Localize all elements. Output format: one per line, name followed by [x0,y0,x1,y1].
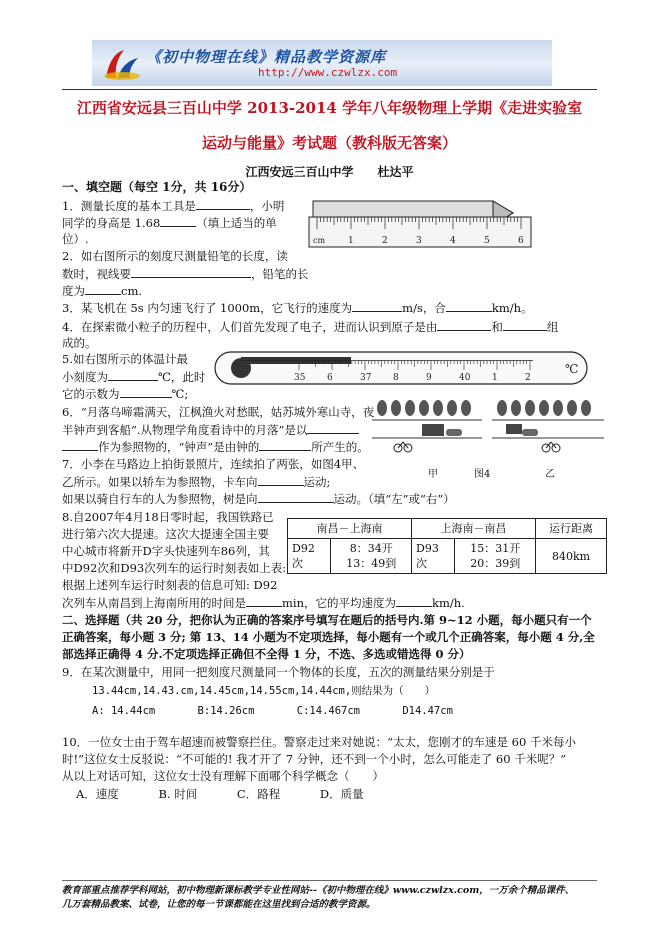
answer-blank[interactable] [396,594,432,607]
question-10-options [76,786,364,802]
ruler-tick-label: 1 [348,236,354,246]
header-divider [62,89,597,90]
option-a[interactable]: A．速度 [76,787,119,801]
doc-title-line2: 运动与能量》考试题（教科版无答案） [201,134,457,152]
question-4-line1: 4．在探索微小粒子的历程中，人们首先发现了电子，进而认识到原子是由 和 组 [62,320,559,334]
footer-divider [62,880,597,881]
truck-icon [506,424,522,434]
question-10-line2: 时!”这位女士反驳说：“不可能的! 我才开了 7 分钟，还不到一个小时，怎么可能走了 60 千米呢？” [62,752,567,766]
answer-blank[interactable] [259,438,311,451]
answer-blank[interactable] [503,318,547,331]
question-10-line1: 10．一位女士由于驾车超速而被警察拦住。警察走过来对她说：“太太，您刚才的车速是 60 千米每小 [62,735,576,749]
thermometer-figure [213,346,605,388]
question-6-line2: 半钟声到客船”.从物理学角度看诗中的月落”是以 [62,421,359,438]
figure-caption-4: 图4 [474,469,491,480]
question-2-line3: 度为 cm. [62,284,143,298]
question-4-line2: 成的。 [62,336,97,350]
option-b[interactable]: B:14.26cm [197,705,255,717]
footer-line1: 教育部重点推荐学科网站，初中物理新课标教学专业性网站--《初中物理在线》www.czwlzx.com，一万余个精品课件、 [62,885,575,896]
car-icon [522,429,538,436]
answer-blank[interactable] [108,368,158,381]
answer-blank[interactable] [258,473,304,486]
footer-text [62,884,622,912]
table-row [288,519,607,539]
question-5-line3: 它的示数为 ℃; [62,387,189,401]
question-2-line2: 数时，视线要 ，铅笔的长 [62,267,309,281]
answer-blank[interactable] [131,265,251,278]
question-1-line2: 同学的身高是 1.68 （填上适当的单 [62,216,277,230]
train-timetable [287,518,607,574]
figure-caption-yi: 乙 [545,469,555,480]
answer-blank[interactable] [196,197,250,210]
question-8-line5: 根据上述列车运行时刻表的信息可知: D92 [62,578,278,592]
ruler-unit-label: cm [313,236,326,245]
table-header-cell: 南昌－上海南 [288,519,412,539]
question-8-line1: 8.自2007年4月18日零时起，我国铁路已 [62,510,274,524]
question-7-line1: 7．小李在马路边上拍街景照片，连续拍了两张，如图4甲、 [62,457,365,471]
street-scene-jia [372,398,482,456]
answer-blank[interactable] [446,299,492,312]
ruler-pencil-figure [307,193,535,253]
footer-line2: 几万套精品教案、试卷，让您的每一节课都能在这里找到合适的教学资源。 [62,899,376,910]
table-header-cell: 上海南－南昌 [412,519,536,539]
street-scene-yi [492,398,604,456]
question-8-line2: 进行第六次大提速。这次大提速全国主要 [62,527,269,541]
question-5-line2: 小刻度为 ℃，此时 [62,370,206,384]
answer-blank[interactable] [62,438,98,451]
option-c[interactable]: C．路程 [236,787,281,801]
question-9-options [92,703,453,719]
answer-blank[interactable] [437,318,491,331]
question-9-stem: 9．在某次测量中，用同一把刻度尺测量同一个物体的长度，五次的测量结果分别是于 [62,665,495,679]
question-6-line1: 6．“月落乌啼霜满天，江枫渔火对愁眠，姑苏城外寒山寺，夜 [62,405,375,419]
thermometer-body [215,352,587,384]
banner-url[interactable]: http://www.czwlzx.com [258,66,398,79]
question-1-line1: 1．测量长度的基本工具是 ，小明 [62,199,285,213]
answer-blank[interactable] [246,594,282,607]
thermometer-tick-label: 6 [327,373,333,383]
question-7-line2: 乙所示。如果以轿车为参照物，卡车向 运动; [62,475,331,489]
table-cell: 840km [536,539,607,574]
figure-caption-jia: 甲 [428,469,438,480]
question-9-data: 13.44cm,14.43.cm,14.45cm,14.55cm,14.44cm,则结果为（ ） [92,685,436,697]
table-cell: 8：34开 13：49到 [331,539,412,574]
ruler-tick-label: 5 [484,236,490,246]
question-7-line3: 如果以骑自行车的人为参照物，树是向 运动。（填“左”或“右”） [62,492,455,506]
doc-title-line1: 江西省安远县三百山中学 2013-2014 学年八年级物理上学期《走进实验室 [76,99,583,117]
thermometer-tick-label: 9 [426,373,432,383]
question-5-line1: 5.如右图所示的体温计最 [62,352,188,366]
ruler-tick-label: 4 [450,236,456,246]
car-icon [446,429,462,436]
thermometer-tick-label: 40 [459,373,471,383]
ruler-tick-label: 6 [518,236,524,246]
question-3: 3．某飞机在 5s 内匀速飞行了 1000m，它飞行的速度为 m/s，合 km/h。 [62,301,533,315]
section2-heading-line1: 二、选择题（共 20 分，把你认为正确的答案序号填写在题后的括号内.第 9~12 小题，每小题只有一个 [62,613,592,627]
thermometer-tick-label: 8 [393,373,399,383]
option-a[interactable]: A: 14.44cm [92,705,156,717]
truck-icon [422,424,444,436]
answer-blank[interactable] [307,421,359,434]
section1-heading: 一、填空题（每空 1分，共 16分） [62,180,252,194]
question-6-line3: 作为参照物的，“钟声”是由钟的 所产生的。 [62,438,369,455]
question-8-line4: 中D92次和D93次列车的运行时刻表如上表: [62,561,287,575]
ruler-tick-label: 3 [416,236,422,246]
thermometer-tick-label: 1 [492,373,498,383]
thermometer-tick-label: 35 [294,373,306,383]
banner-title: 《初中物理在线》精品教学资源库 [146,48,387,66]
answer-blank[interactable] [120,385,172,398]
thermometer-tick-label: 2 [525,373,531,383]
question-2-line1: 2．如右图所示的刻度尺测量铅笔的长度，读 [62,249,288,263]
question-8-line6: 次列车从南昌到上海南所用的时间是 min，它的平均速度为 km/h. [62,596,465,610]
question-8-line3: 中心城市将新开D字头快速列车86列，其 [62,544,270,558]
ruler-tick-label: 2 [382,236,388,246]
section2-heading-line2: 正确答案，每小题 3 分; 第 13、14 小题为不定项选择，每小题有一个或几个正确答案，每小题 4 分,全 [62,630,595,644]
table-header-cell: 运行距离 [536,519,607,539]
section2-heading-line3: 部选择正确得 4 分.不定项选择正确但不全得 1 分，不选、多选或错选得 0 分） [62,647,471,661]
answer-blank[interactable] [85,282,121,295]
question-10-line3: 从以上对话可知，这位女士没有理解下面哪个科学概念（ ） [62,769,384,783]
answer-blank[interactable] [258,490,334,503]
table-row [288,539,607,574]
answer-blank[interactable] [160,214,196,227]
option-b[interactable]: B. 时间 [158,787,198,801]
answer-blank[interactable] [352,299,402,312]
site-logo-icon [100,44,144,82]
table-cell: D93 次 [412,539,455,574]
option-d[interactable]: D14.47cm [402,705,453,717]
table-cell: D92 次 [288,539,331,574]
question-1-line3: 位）. [62,232,89,246]
option-d[interactable]: D．质量 [319,787,364,801]
thermometer-tick-label: 37 [360,373,372,383]
doc-author: 江西安远三百山中学 杜达平 [245,165,414,179]
table-cell: 15：31开 20：39到 [455,539,536,574]
thermometer-unit-label: ℃ [565,362,579,376]
option-c[interactable]: C:14.467cm [296,705,360,717]
